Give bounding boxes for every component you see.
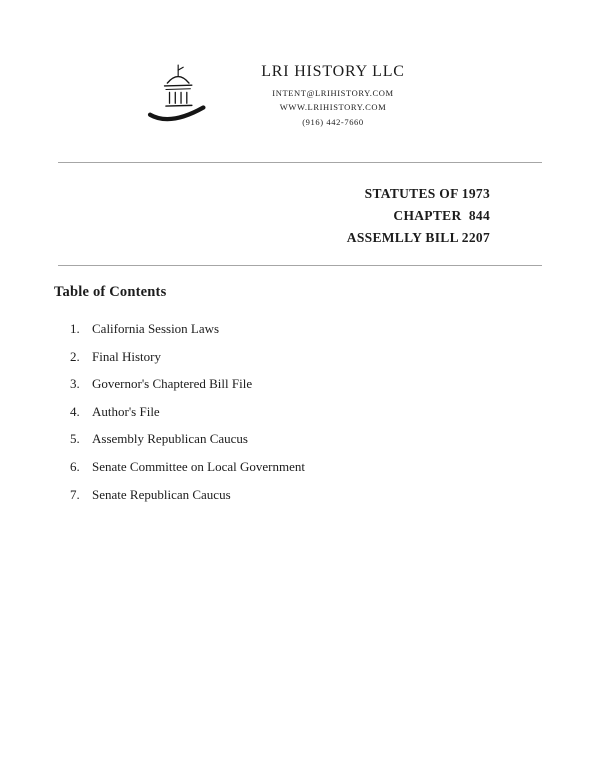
capitol-logo-icon bbox=[140, 56, 212, 136]
toc-item bbox=[70, 376, 600, 392]
contact-email: INTENT@LRIHISTORY.COM bbox=[272, 88, 394, 99]
divider-bottom bbox=[58, 265, 542, 266]
toc-item bbox=[70, 349, 600, 365]
toc-item-number: 1. bbox=[70, 321, 80, 336]
contact-website: WWW.LRIHISTORY.COM bbox=[279, 102, 387, 113]
statutes-year: STATUTES OF 1973 bbox=[364, 186, 490, 201]
toc-item-number: 7. bbox=[70, 486, 80, 502]
assembly-bill-number: ASSEMLLY BILL 2207 bbox=[346, 230, 490, 245]
toc-item-number: 4. bbox=[70, 403, 80, 419]
toc-item-label: Author's File bbox=[92, 403, 160, 419]
toc-title: Table of Contents bbox=[54, 284, 167, 300]
toc-item bbox=[70, 459, 600, 475]
toc-item-label: Final History bbox=[92, 348, 161, 364]
company-name: LRI HISTORY LLC bbox=[261, 63, 405, 81]
toc-item bbox=[70, 431, 600, 447]
divider-top bbox=[58, 162, 542, 163]
toc-item-label: Assembly Republican Caucus bbox=[92, 431, 248, 447]
contact-phone: (916) 442-7660 bbox=[302, 116, 364, 127]
toc-item bbox=[70, 321, 600, 337]
contact-block bbox=[228, 63, 438, 128]
toc-item-label: Governor's Chaptered Bill File bbox=[92, 376, 253, 392]
toc-item bbox=[70, 404, 600, 420]
toc-item-number: 5. bbox=[70, 431, 80, 447]
statutes-block bbox=[0, 183, 490, 249]
toc-item-label: California Session Laws bbox=[92, 321, 220, 336]
toc-item-number: 3. bbox=[70, 376, 80, 392]
toc-item bbox=[70, 487, 600, 503]
toc-list bbox=[70, 321, 600, 502]
toc-item-label: Senate Republican Caucus bbox=[92, 486, 231, 502]
toc-item-number: 6. bbox=[70, 458, 80, 474]
letterhead bbox=[0, 0, 600, 136]
chapter-number: CHAPTER 844 bbox=[393, 208, 490, 223]
toc-item-label: Senate Committee on Local Government bbox=[92, 458, 305, 474]
toc-item-number: 2. bbox=[70, 348, 80, 364]
